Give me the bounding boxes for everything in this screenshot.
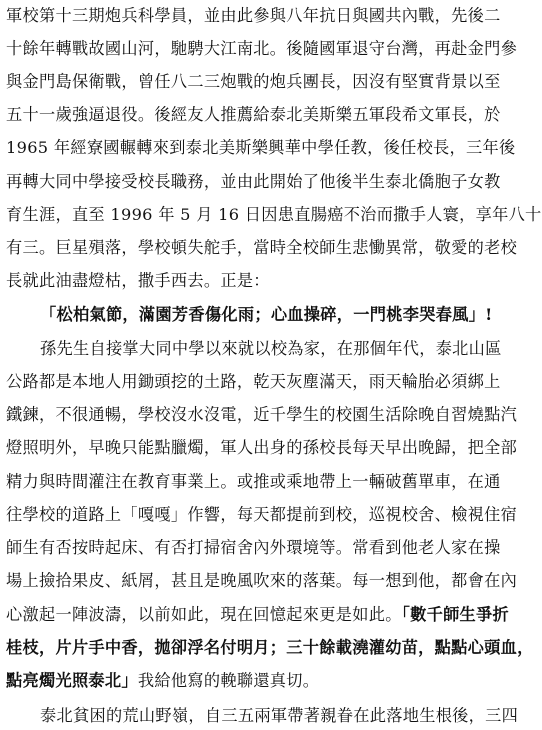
text-line <box>6 669 462 693</box>
text-line: 鐵鍊，不很通暢，學校沒水沒電，近千學生的校園生活除晚自習燒點汽 <box>6 405 518 424</box>
text-line: 再轉大同中學接受校長職務，並由此開始了他後半生泰北僑胞子女教 <box>6 172 501 191</box>
text-line: 長就此油盡燈枯，撒手西去。正是： <box>6 271 270 290</box>
text-line: 公路都是本地人用鋤頭挖的土路，乾天灰塵滿天，雨天輪胎必須綁上 <box>6 372 501 391</box>
couplet-quote: 「松柏氣節，滿園芳香傷化雨；心血操碎，一門桃李哭春風」! <box>40 305 493 324</box>
text-line: 往學校的道路上「嘎嘎」作響，每天都提前到校，巡視校舍、檢視住宿 <box>6 505 518 524</box>
text-segment: 我給他寫的輓聯還真切。 <box>137 671 320 690</box>
text-line: 1965 年經寮國輾轉來到泰北美斯樂興華中學任教，後任校長，三年後 <box>6 138 516 157</box>
document-page <box>6 0 542 730</box>
couplet-emphasis-line: 桂枝，片片手中香，拋卻浮名付明月；三十餘載澆灌幼苗，點點心頭血， <box>6 638 534 657</box>
text-line: 有三。巨星殞落，學校頓失舵手，當時全校師生悲慟異常，敬愛的老校 <box>6 238 518 257</box>
text-line: 精力與時間灌注在教育事業上。或推或乘地帶上一輛破舊單車，在通 <box>6 472 501 491</box>
paragraph-first-line: 孫先生自接掌大同中學以來就以校為家，在那個年代，泰北山區 <box>40 339 502 358</box>
text-line: 軍校第十三期炮兵科學員，並由此參與八年抗日與國共內戰，先後二 <box>6 6 501 25</box>
couplet-emphasis: 點亮燭光照泰北」 <box>6 671 138 690</box>
text-line: 燈照明外，早晚只能點臘燭，軍人出身的孫校長每天早出晚歸，把全部 <box>6 438 518 457</box>
text-line: 師生有否按時起床、有否打掃宿舍內外環境等。常看到他老人家在操 <box>6 538 501 557</box>
text-segment: 心激起一陣波濤，以前如此，現在回憶起來更是如此。 <box>6 605 402 624</box>
couplet-emphasis: 「數千師生爭折 <box>401 605 510 624</box>
paragraph-first-line: 泰北貧困的荒山野嶺，自三五兩軍帶著親眷在此落地生根後，三四 <box>40 706 519 725</box>
text-line: 與金門島保衛戰，曾任八二三炮戰的炮兵團長，因沒有堅實背景以至 <box>6 72 501 91</box>
text-line: 十餘年轉戰故國山河，馳騁大江南北。後隨國軍退守台灣，再赴金門參 <box>6 39 518 58</box>
text-line: 五十一歲強逼退役。後經友人推薦給泰北美斯樂五軍段希文軍長，於 <box>6 105 501 124</box>
text-line: 場上撿拾果皮、紙屑，甚且是晚風吹來的落葉。每一想到他，都會在內 <box>6 571 518 590</box>
text-line <box>6 603 510 627</box>
text-line: 育生涯，直至 1996 年 5 月 16 日因患直腸癌不治而撒手人寰，享年八十 <box>6 205 542 224</box>
